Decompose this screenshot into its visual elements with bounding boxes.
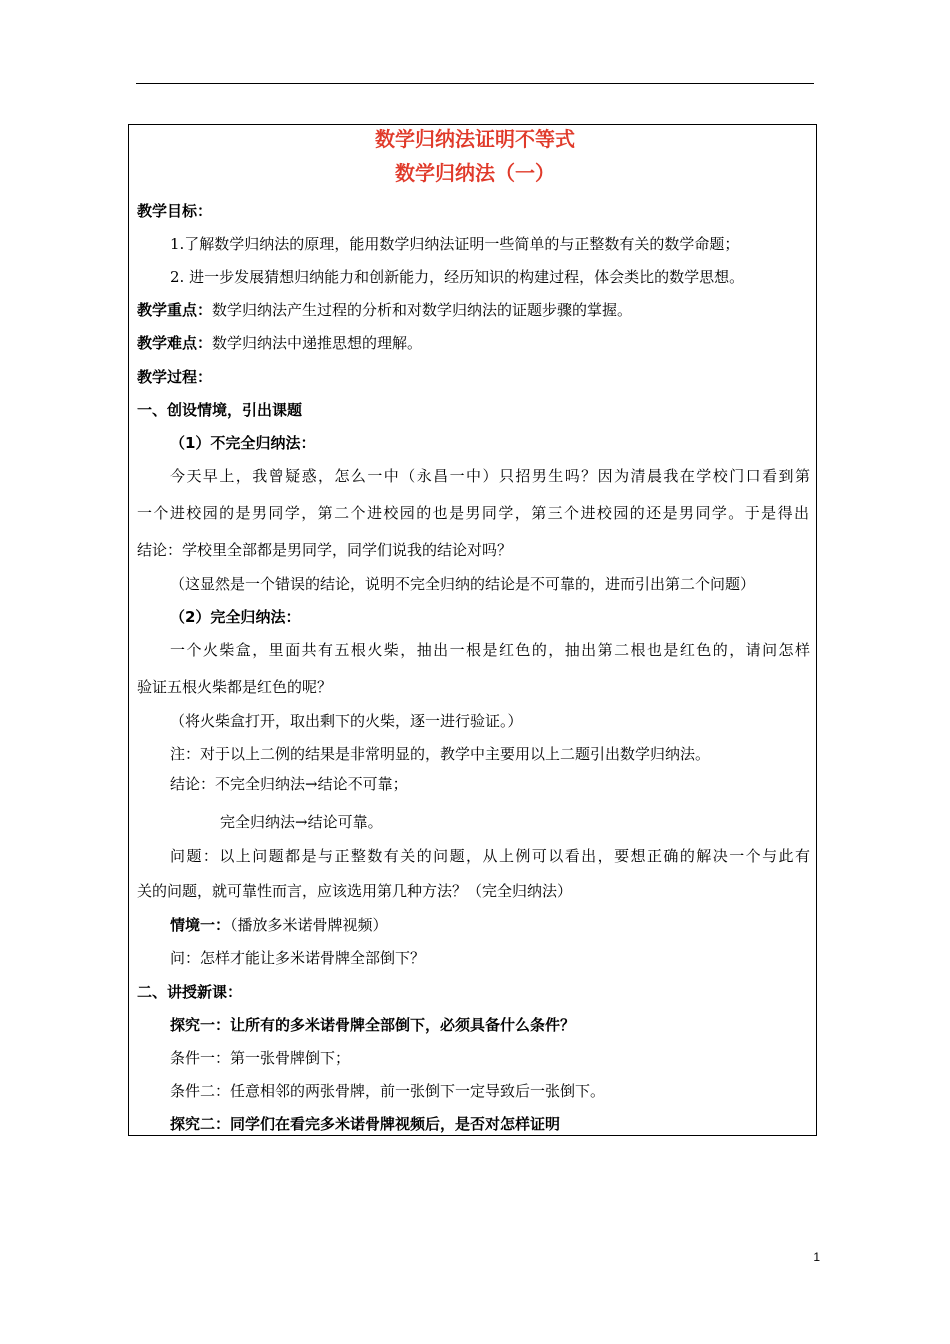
scenario-1 [170,914,810,936]
section-1-heading: 一、创设情境，引出课题 [137,401,303,419]
doc-title: 数学归纳法证明不等式 [375,127,575,151]
objectives-label: 教学目标： [137,202,213,220]
paragraph-2: （这显然是一个错误的结论，说明不完全归纳的结论是不可靠的，进而引出第二个问题） [170,575,756,593]
difficulty-label: 教学难点： [137,334,213,352]
scenario-label: 情境一： [170,916,231,934]
doc-subtitle: 数学归纳法（一） [395,161,555,185]
scenario-text: （播放多米诺骨牌视频） [230,916,388,934]
paragraph-1-line-3: 结论：学校里全部都是男同学，同学们说我的结论对吗？ [137,541,513,559]
paragraph-1-line-2: 一个进校园的是男同学，第二个进校园的也是男同学，第三个进校园的还是男同学。于是得出 [137,504,809,522]
key-label: 教学重点： [137,301,213,319]
paragraph-6-line-2: 关的问题，就可靠性而言，应该选用第几种方法？（完全归纳法） [137,882,573,900]
difficulty-text: 数学归纳法中递推思想的理解。 [212,334,423,352]
difficulty-point [137,332,809,354]
incomplete-induction-label: （1）不完全归纳法： [170,434,316,452]
process-label: 教学过程： [137,368,213,386]
paragraph-5: 注：对于以上二例的结果是非常明显的，教学中主要用以上二题引出数学归纳法。 [170,745,711,763]
explore-2: 探究二：同学们在看完多米诺骨牌视频后，是否对怎样证明 [170,1115,561,1133]
key-point [137,299,809,321]
question-text: 问：怎样才能让多米诺骨牌全部倒下？ [170,949,426,967]
conclusion-1: 结论：不完全归纳法→结论不可靠； [170,775,408,793]
paragraph-6-line-1: 问题：以上问题都是与正整数有关的问题，从上例可以看出，要想正确的解决一个与此有 [170,847,810,865]
condition-2: 条件二：任意相邻的两张骨牌，前一张倒下一定导致后一张倒下。 [170,1082,606,1100]
objective-1: 1.了解数学归纳法的原理，能用数学归纳法证明一些简单的与正整数有关的数学命题； [170,235,740,253]
condition-1: 条件一：第一张骨牌倒下； [170,1049,351,1067]
paragraph-3-line-1: 一个火柴盒，里面共有五根火柴，抽出一根是红色的，抽出第二根也是红色的，请问怎样 [170,641,810,659]
conclusion-2: 完全归纳法→结论可靠。 [220,813,383,831]
header-rule [136,83,814,84]
section-2-heading: 二、讲授新课： [137,983,243,1001]
page-number: 1 [813,1250,820,1264]
paragraph-1-line-1: 今天早上，我曾疑惑，怎么一中（永昌一中）只招男生吗？因为清晨我在学校门口看到第 [170,467,810,485]
paragraph-4: （将火柴盒打开，取出剩下的火柴，逐一进行验证。） [170,712,523,730]
explore-1: 探究一：让所有的多米诺骨牌全部倒下，必须具备什么条件？ [170,1016,576,1034]
paragraph-3-line-2: 验证五根火柴都是红色的呢？ [137,678,333,696]
complete-induction-label: （2）完全归纳法： [170,608,301,626]
objective-2: 2. 进一步发展猜想归纳能力和创新能力，经历知识的构建过程，体会类比的数学思想。 [170,268,745,286]
key-text: 数学归纳法产生过程的分析和对数学归纳法的证题步骤的掌握。 [212,301,633,319]
